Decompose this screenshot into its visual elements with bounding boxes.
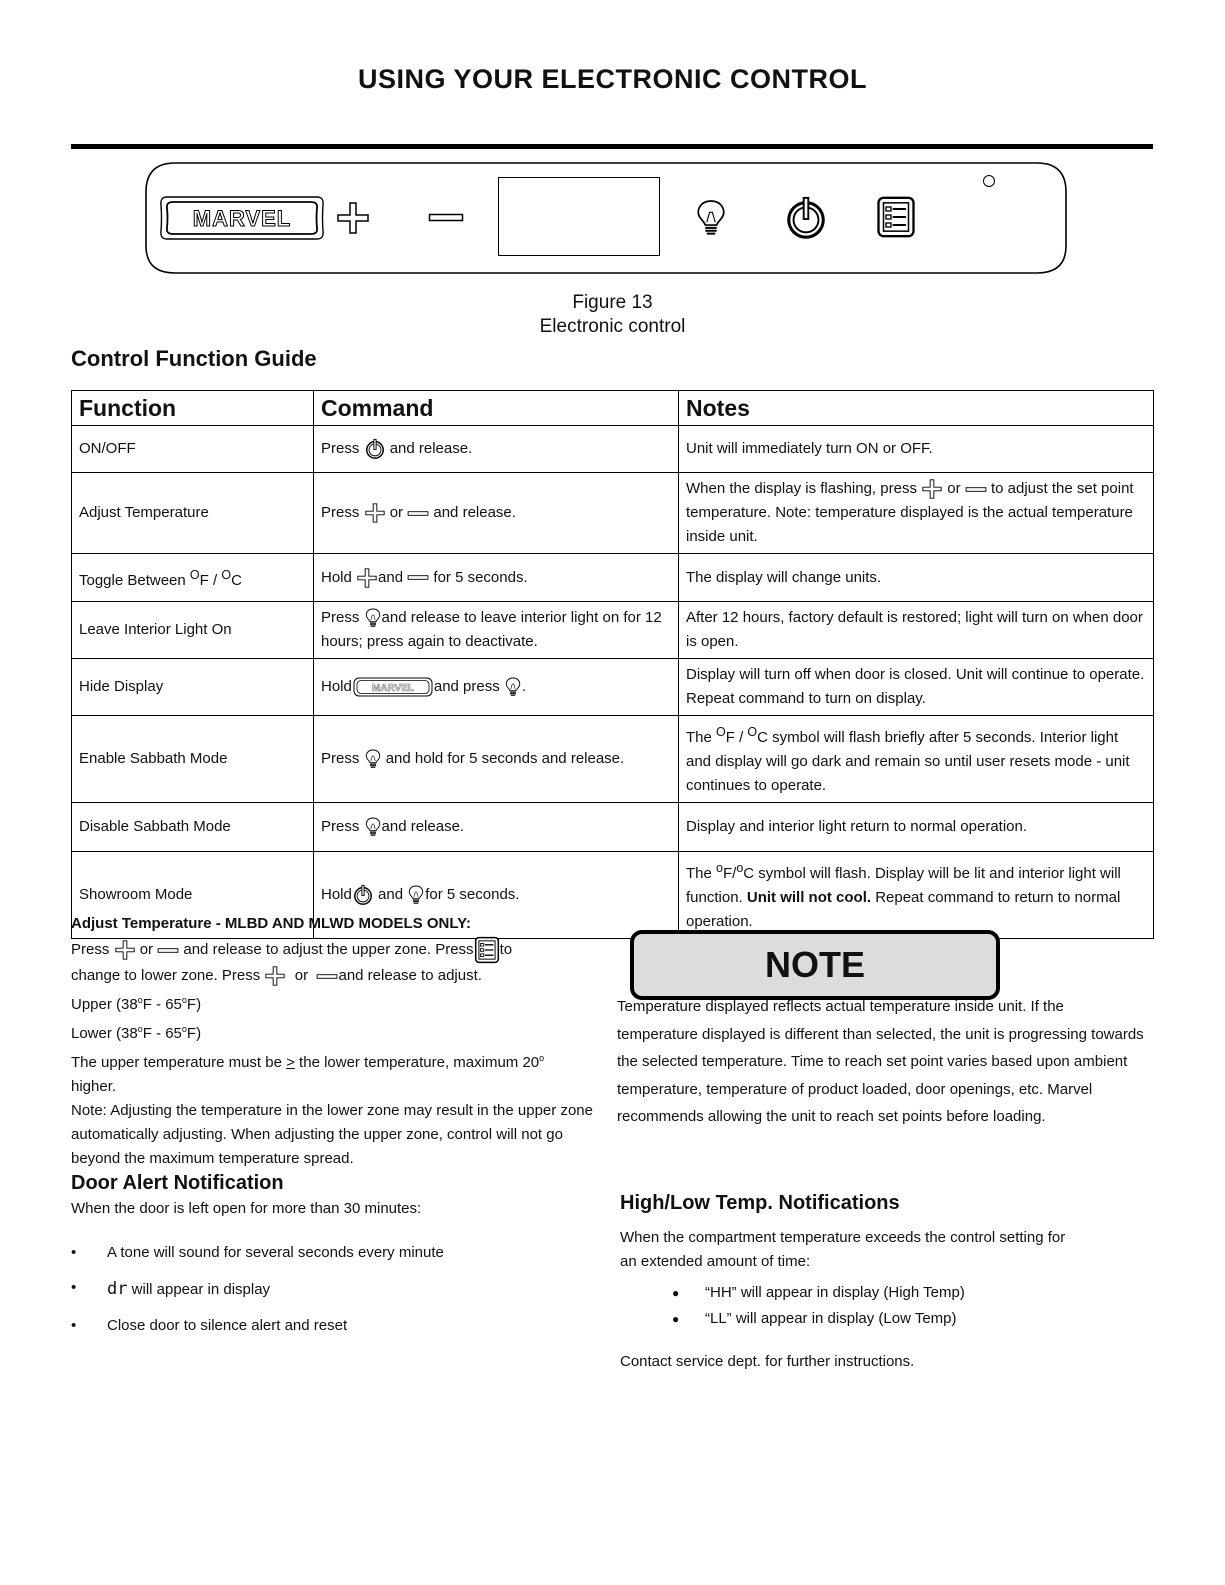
light-bulb-icon [364,607,382,629]
light-bulb-icon [364,816,382,838]
light-bulb-icon[interactable] [694,192,728,244]
table-row [72,659,1154,716]
minus-icon [407,509,429,518]
brand-wordmark: MARVEL [371,683,414,695]
power-icon[interactable] [783,195,829,241]
power-icon [352,884,374,906]
hilo-bullets [620,1280,1140,1332]
page-title: USING YOUR ELECTRONIC CONTROL [357,64,868,94]
header-command: Command [314,391,679,426]
notes-cell: Display and interior light return to normal operation. [679,803,1154,852]
light-bulb-icon [504,676,522,698]
function-cell: Disable Sabbath Mode [72,803,314,852]
plus-icon [921,478,943,500]
notes-cell: The display will change units. [679,554,1154,602]
minus-icon [316,972,338,981]
light-bulb-icon [407,884,425,906]
minus-icon [407,573,429,582]
function-cell: Toggle Between $^O$F / $^O$C [72,554,314,602]
command-cell: Press or and release. [314,473,679,554]
function-cell: Enable Sabbath Mode [72,716,314,803]
title-divider [71,144,1153,149]
notes-cell: The $^O$F / $^O$C symbol will flash briefly after 5 seconds. Interior light and display will go dark and remain so until user resets mode - unit continues to operate. [679,716,1154,803]
table-row [72,716,1154,803]
table-row [72,602,1154,659]
display-window [498,177,660,256]
list-item: ● “HH” will appear in display (High Temp) [620,1280,1140,1306]
adjust-section [71,912,601,1171]
marvel-logo-icon [352,676,434,698]
spread-rule: The upper temperature must be > the lower temperature, maximum 20$^o$ higher. [71,1053,545,1095]
adjust-line-2: change to lower zone. Press or and release to adjust. [71,964,601,988]
command-cell: Press and hold for 5 seconds and release. [314,716,679,803]
list-item: • dr will appear in display [71,1279,571,1299]
table-row [72,554,1154,602]
notes-cell: Display will turn off when door is closed. Unit will continue to operate. Repeat command to turn on display. [679,659,1154,716]
table-row [72,803,1154,852]
adjust-line-1: Press or and release to adjust the upper zone. Press to [71,936,601,964]
function-cell: Leave Interior Light On [72,602,314,659]
command-cell: Press and release to leave interior light on for 12 hours; press again to deactivate. [314,602,679,659]
function-cell: Adjust Temperature [72,473,314,554]
table-row [72,473,1154,554]
plus-icon [356,567,378,589]
plus-icon [364,502,386,524]
command-cell: Hold and for 5 seconds. [314,554,679,602]
menu-icon[interactable] [876,195,916,239]
hilo-intro: When the compartment temperature exceeds the control setting for an extended amount of time: [620,1229,1066,1270]
guide-heading: Control Function Guide [71,346,317,371]
marvel-logo-button[interactable] [159,195,325,241]
control-panel-figure [145,162,1067,274]
notes-cell: The $^o$F/$^o$C symbol will flash. Display will be lit and interior light will function. Unit will not cool. Repeat command to return to normal operation. [679,852,1154,939]
control-function-table [71,390,1154,939]
list-item: ● “LL” will appear in display (Low Temp) [620,1306,1140,1332]
list-item: • A tone will sound for several seconds every minute [71,1244,571,1261]
notes-cell: Unit will immediately turn ON or OFF. [679,426,1154,473]
plus-icon [114,939,136,961]
upper-range: Upper (38$^o$F - 65$^o$F) [71,995,202,1013]
notes-cell: After 12 hours, factory default is restored; light will turn on when door is open. [679,602,1154,659]
brand-wordmark: MARVEL [192,206,292,231]
adjust-heading: Adjust Temperature - MLBD AND MLWD MODELS ONLY: [71,915,472,932]
power-icon [364,438,386,460]
figure-number: Figure 13 [572,292,653,313]
door-heading: Door Alert Notification [71,1172,284,1194]
lower-range: Lower (38$^o$F - 65$^o$F) [71,1024,202,1042]
hilo-heading: High/Low Temp. Notifications [620,1192,900,1214]
header-function: Function [72,391,314,426]
plus-icon[interactable] [335,200,371,236]
light-bulb-icon [364,748,382,770]
hilo-footer: Contact service dept. for further instructions. [620,1353,915,1370]
figure-caption: Electronic control [539,316,686,337]
list-item: • Close door to silence alert and reset [71,1317,571,1334]
adjust-note: Note: Adjusting the temperature in the lower zone may result in the upper zone automatically adjusting. When adjusting the upper zone, control will not go beyond the maximum temperature spread. [71,1102,593,1167]
table-row [72,426,1154,473]
table-header-row [72,391,1154,426]
indicator-led [983,175,995,187]
menu-icon [474,936,500,964]
function-cell: Showroom Mode [72,852,314,939]
minus-icon [965,485,987,494]
function-cell: Hide Display [72,659,314,716]
minus-icon[interactable] [428,210,464,225]
note-label: NOTE [630,930,1000,1000]
command-cell: Press and release. [314,426,679,473]
minus-icon [157,946,179,955]
header-notes: Notes [679,391,1154,426]
plus-icon [264,965,286,987]
door-bullets [71,1244,571,1334]
note-text: Temperature displayed reflects actual temperature inside unit. If the temperature displayed is different than selected, the unit is progressing towards the selected temperature. Time to reach set point varies based upon ambient temperature, temperature of product loaded, door openings, etc. Marvel recommends allowing the unit to reach set points before loading. [617,998,1144,1125]
notes-cell: When the display is flashing, press or to adjust the set point temperature. Note: temperature displayed is the actual temperature inside unit. [679,473,1154,554]
command-cell: Press and release. [314,803,679,852]
function-cell: ON/OFF [72,426,314,473]
command-cell: Hold and for 5 seconds. [314,852,679,939]
command-cell: Hold MARVEL and press . [314,659,679,716]
door-code-glyph: dr [107,1279,128,1299]
door-intro: When the door is left open for more than 30 minutes: [71,1200,422,1217]
